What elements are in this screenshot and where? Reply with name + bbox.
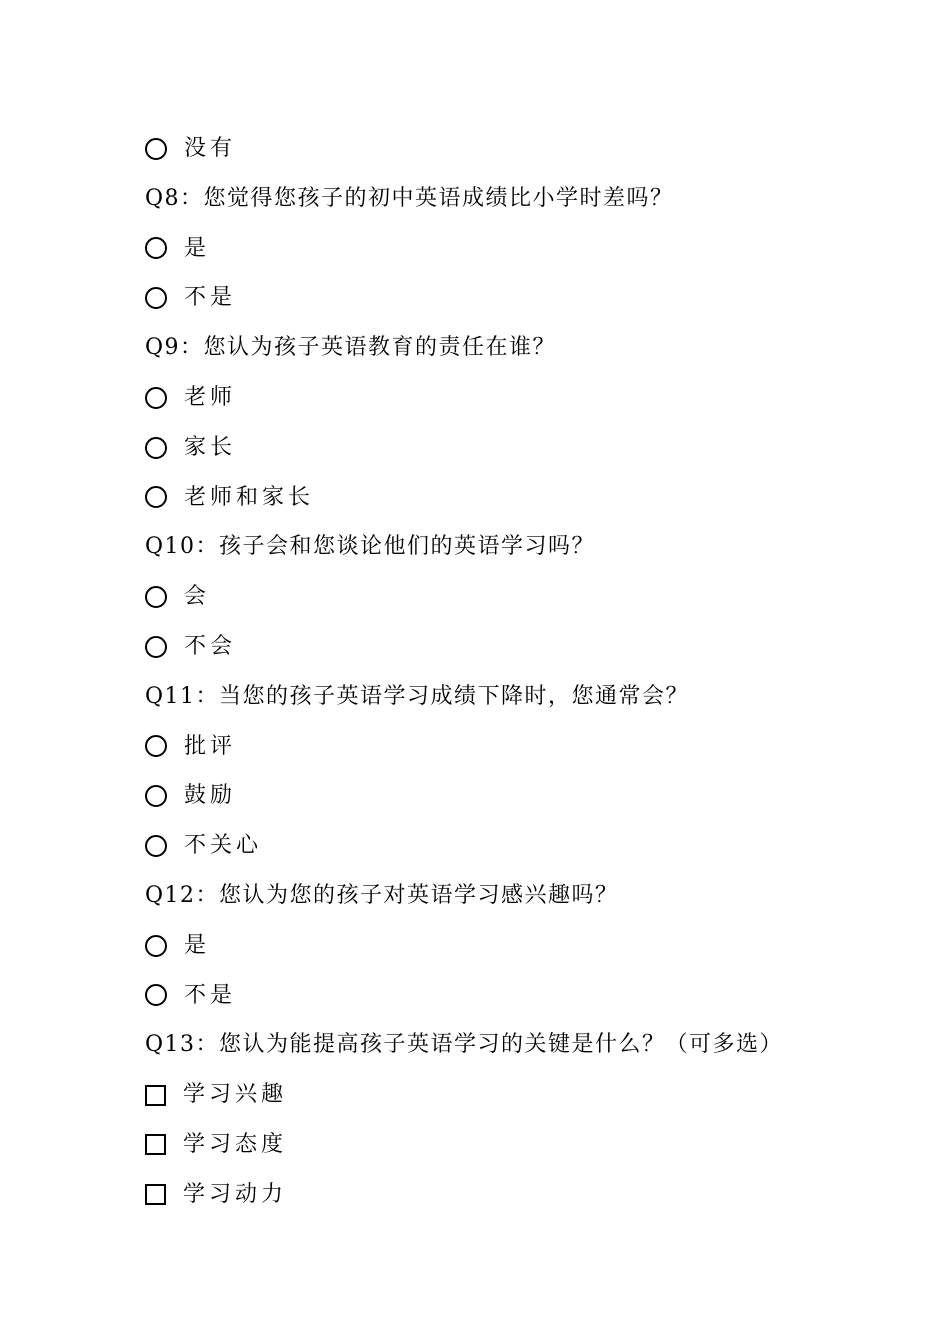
- radio-icon[interactable]: [145, 287, 167, 309]
- radio-icon[interactable]: [145, 437, 167, 459]
- option-label: 学习兴趣: [183, 1082, 288, 1108]
- option-label: 是: [184, 235, 211, 261]
- question-text: Q10：孩子会和您谈论他们的英语学习吗？: [145, 534, 596, 560]
- radio-option[interactable]: [145, 722, 905, 772]
- survey-content: [145, 124, 905, 1220]
- radio-icon[interactable]: [145, 237, 167, 259]
- radio-option[interactable]: [145, 473, 905, 523]
- checkbox-icon[interactable]: [145, 1184, 166, 1205]
- radio-icon[interactable]: [145, 935, 167, 957]
- radio-icon[interactable]: [145, 835, 167, 857]
- radio-icon[interactable]: [145, 636, 167, 658]
- radio-icon[interactable]: [145, 984, 167, 1006]
- question-text: Q13：您认为能提高孩子英语学习的关键是什么？（可多选）: [145, 1032, 784, 1058]
- option-label: 批评: [184, 733, 237, 759]
- radio-option[interactable]: [145, 273, 905, 323]
- radio-option[interactable]: [145, 971, 905, 1021]
- radio-icon[interactable]: [145, 486, 167, 508]
- question-text: Q12：您认为您的孩子对英语学习感兴趣吗？: [145, 882, 619, 908]
- radio-option[interactable]: [145, 124, 905, 174]
- option-label: 是: [184, 932, 211, 958]
- option-label: 没有: [184, 136, 237, 161]
- checkbox-option[interactable]: [145, 1070, 905, 1120]
- radio-option[interactable]: [145, 423, 905, 473]
- option-label: 鼓励: [184, 783, 237, 809]
- option-label: 老师和家长: [184, 484, 315, 510]
- option-label: 不是: [184, 982, 237, 1008]
- radio-icon[interactable]: [145, 586, 167, 608]
- option-label: 老师: [184, 384, 237, 410]
- option-label: 家长: [184, 434, 237, 460]
- option-label: 学习动力: [183, 1181, 288, 1207]
- radio-icon[interactable]: [145, 387, 167, 409]
- radio-option[interactable]: [145, 373, 905, 423]
- radio-icon[interactable]: [145, 735, 167, 757]
- radio-option[interactable]: [145, 821, 905, 871]
- checkbox-option[interactable]: [145, 1120, 905, 1170]
- radio-option[interactable]: [145, 622, 905, 672]
- option-label: 不会: [184, 633, 237, 659]
- question-text: Q8：您觉得您孩子的初中英语成绩比小学时差吗？: [145, 185, 674, 211]
- radio-option[interactable]: [145, 224, 905, 274]
- checkbox-icon[interactable]: [145, 1134, 166, 1155]
- radio-option[interactable]: [145, 921, 905, 971]
- radio-option[interactable]: [145, 771, 905, 821]
- checkbox-icon[interactable]: [145, 1085, 166, 1106]
- option-label: 会: [184, 584, 211, 610]
- option-label: 不关心: [184, 833, 263, 859]
- question-text: Q9：您认为孩子英语教育的责任在谁？: [145, 335, 557, 361]
- radio-icon[interactable]: [145, 138, 167, 160]
- option-label: 不是: [184, 285, 237, 311]
- radio-option[interactable]: [145, 572, 905, 622]
- radio-icon[interactable]: [145, 785, 167, 807]
- checkbox-option[interactable]: [145, 1170, 905, 1220]
- option-label: 学习态度: [183, 1131, 288, 1157]
- question-text: Q11：当您的孩子英语学习成绩下降时，您通常会？: [145, 683, 690, 709]
